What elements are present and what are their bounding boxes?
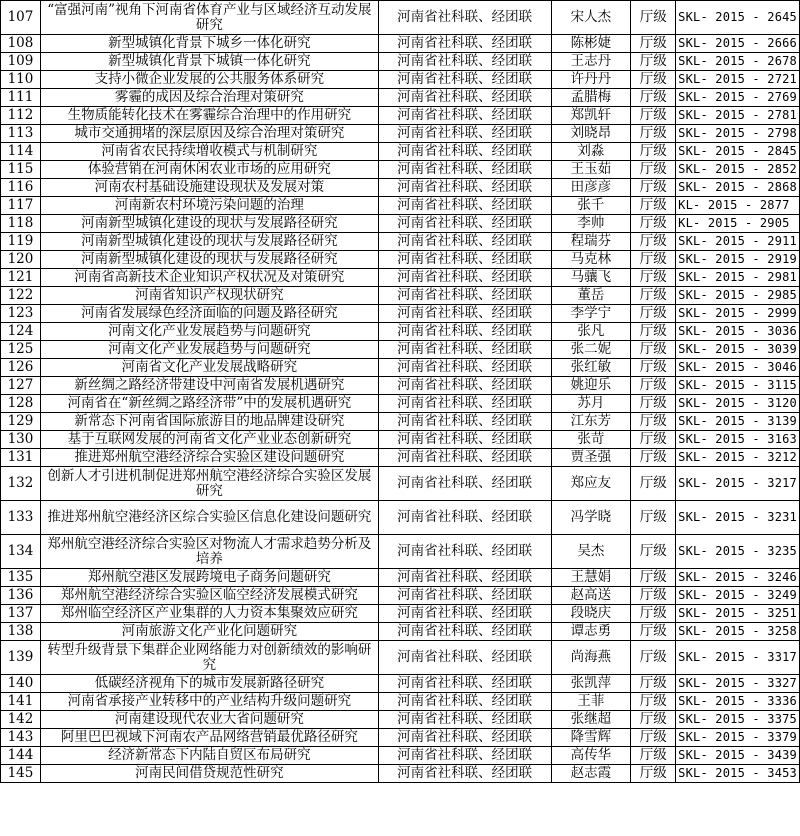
project-title: 郑州航空港经济综合实验区临空经济发展模式研究 — [40, 587, 378, 605]
approving-unit: 河南省社科联、经团联 — [378, 693, 551, 711]
project-title: “富强河南”视角下河南省体育产业与区域经济互动发展研究 — [40, 1, 378, 35]
project-code: SKL- 2015 - 3336 — [676, 693, 800, 711]
project-level: 厅级 — [631, 71, 676, 89]
approving-unit: 河南省社科联、经团联 — [378, 269, 551, 287]
project-title: 郑州航空港经济综合实验区对物流人才需求趋势分析及培养 — [40, 535, 378, 569]
row-number: 108 — [1, 35, 41, 53]
project-title: 阿里巴巴视域下河南农产品网络营销最优路径研究 — [40, 729, 378, 747]
project-title: 体验营销在河南休闲农业市场的应用研究 — [40, 161, 378, 179]
approving-unit: 河南省社科联、经团联 — [378, 711, 551, 729]
approving-unit: 河南省社科联、经团联 — [378, 287, 551, 305]
project-title: 新常态下河南省国际旅游目的地品牌建设研究 — [40, 413, 378, 431]
project-level: 厅级 — [631, 287, 676, 305]
approving-unit: 河南省社科联、经团联 — [378, 413, 551, 431]
project-code: SKL- 2015 - 3249 — [676, 587, 800, 605]
project-level: 厅级 — [631, 233, 676, 251]
project-code: SKL- 2015 - 2678 — [676, 53, 800, 71]
approving-unit: 河南省社科联、经团联 — [378, 675, 551, 693]
researcher-name: 苏月 — [551, 395, 631, 413]
project-code: KL- 2015 - 2877 — [676, 197, 800, 215]
table-row — [1, 395, 800, 413]
row-number: 117 — [1, 197, 41, 215]
row-number: 143 — [1, 729, 41, 747]
project-code: SKL- 2015 - 2852 — [676, 161, 800, 179]
project-title: 河南文化产业发展趋势与问题研究 — [40, 341, 378, 359]
project-level: 厅级 — [631, 623, 676, 641]
researcher-name: 张千 — [551, 197, 631, 215]
project-title: 生物质能转化技术在雾霾综合治理中的作用研究 — [40, 107, 378, 125]
researcher-name: 张红敏 — [551, 359, 631, 377]
project-level: 厅级 — [631, 587, 676, 605]
project-level: 厅级 — [631, 729, 676, 747]
researcher-name: 刘淼 — [551, 143, 631, 161]
project-level: 厅级 — [631, 251, 676, 269]
row-number: 134 — [1, 535, 41, 569]
table-row — [1, 1, 800, 35]
table-row — [1, 467, 800, 501]
project-title: 河南新型城镇化建设的现状与发展路径研究 — [40, 251, 378, 269]
table-row — [1, 89, 800, 107]
researcher-name: 张苛 — [551, 431, 631, 449]
project-title: 新型城镇化背景下城乡一体化研究 — [40, 35, 378, 53]
project-level: 厅级 — [631, 161, 676, 179]
researcher-name: 张凡 — [551, 323, 631, 341]
project-title: 河南省发展绿色经济面临的问题及路径研究 — [40, 305, 378, 323]
project-code: KL- 2015 - 2905 — [676, 215, 800, 233]
row-number: 112 — [1, 107, 41, 125]
row-number: 127 — [1, 377, 41, 395]
project-level: 厅级 — [631, 323, 676, 341]
project-level: 厅级 — [631, 765, 676, 783]
table-row — [1, 269, 800, 287]
project-level: 厅级 — [631, 449, 676, 467]
approving-unit: 河南省社科联、经团联 — [378, 535, 551, 569]
project-code: SKL- 2015 - 3217 — [676, 467, 800, 501]
project-code: SKL- 2015 - 3453 — [676, 765, 800, 783]
approving-unit: 河南省社科联、经团联 — [378, 143, 551, 161]
project-level: 厅级 — [631, 179, 676, 197]
researcher-name: 冯学晓 — [551, 501, 631, 535]
approving-unit: 河南省社科联、经团联 — [378, 501, 551, 535]
researcher-name: 张凯萍 — [551, 675, 631, 693]
project-title: 河南建设现代农业大省问题研究 — [40, 711, 378, 729]
project-code: SKL- 2015 - 2999 — [676, 305, 800, 323]
table-row — [1, 323, 800, 341]
row-number: 122 — [1, 287, 41, 305]
table-row — [1, 431, 800, 449]
researcher-name: 王志丹 — [551, 53, 631, 71]
table-row — [1, 675, 800, 693]
project-title: 河南新农村环境污染问题的治理 — [40, 197, 378, 215]
approving-unit: 河南省社科联、经团联 — [378, 53, 551, 71]
table-row — [1, 179, 800, 197]
approving-unit: 河南省社科联、经团联 — [378, 107, 551, 125]
approving-unit: 河南省社科联、经团联 — [378, 233, 551, 251]
row-number: 142 — [1, 711, 41, 729]
table-row — [1, 71, 800, 89]
project-title: 河南省农民持续增收模式与机制研究 — [40, 143, 378, 161]
project-title: 经济新常态下内陆自贸区布局研究 — [40, 747, 378, 765]
row-number: 123 — [1, 305, 41, 323]
approving-unit: 河南省社科联、经团联 — [378, 1, 551, 35]
table-row — [1, 197, 800, 215]
row-number: 126 — [1, 359, 41, 377]
project-title: 低碳经济视角下的城市发展新路径研究 — [40, 675, 378, 693]
project-code: SKL- 2015 - 3120 — [676, 395, 800, 413]
project-code: SKL- 2015 - 3231 — [676, 501, 800, 535]
project-code: SKL- 2015 - 2721 — [676, 71, 800, 89]
approving-unit: 河南省社科联、经团联 — [378, 641, 551, 675]
project-code: SKL- 2015 - 3163 — [676, 431, 800, 449]
row-number: 129 — [1, 413, 41, 431]
project-level: 厅级 — [631, 215, 676, 233]
researcher-name: 孟腊梅 — [551, 89, 631, 107]
row-number: 110 — [1, 71, 41, 89]
row-number: 116 — [1, 179, 41, 197]
researcher-name: 郑应友 — [551, 467, 631, 501]
table-row — [1, 569, 800, 587]
approving-unit: 河南省社科联、经团联 — [378, 569, 551, 587]
researcher-name: 姚迎乐 — [551, 377, 631, 395]
project-code: SKL- 2015 - 3115 — [676, 377, 800, 395]
project-code: SKL- 2015 - 3246 — [676, 569, 800, 587]
project-code: SKL- 2015 - 3212 — [676, 449, 800, 467]
project-title: 河南新型城镇化建设的现状与发展路径研究 — [40, 233, 378, 251]
project-level: 厅级 — [631, 377, 676, 395]
project-code: SKL- 2015 - 3317 — [676, 641, 800, 675]
table-row — [1, 641, 800, 675]
table-row — [1, 143, 800, 161]
researcher-name: 李帅 — [551, 215, 631, 233]
researcher-name: 许丹丹 — [551, 71, 631, 89]
project-level: 厅级 — [631, 89, 676, 107]
approving-unit: 河南省社科联、经团联 — [378, 431, 551, 449]
project-level: 厅级 — [631, 53, 676, 71]
researcher-name: 王玉茹 — [551, 161, 631, 179]
project-title: 郑州航空港区发展跨境电子商务问题研究 — [40, 569, 378, 587]
project-level: 厅级 — [631, 605, 676, 623]
row-number: 111 — [1, 89, 41, 107]
researcher-name: 董岳 — [551, 287, 631, 305]
project-code: SKL- 2015 - 2645 — [676, 1, 800, 35]
approving-unit: 河南省社科联、经团联 — [378, 587, 551, 605]
approving-unit: 河南省社科联、经团联 — [378, 35, 551, 53]
project-level: 厅级 — [631, 395, 676, 413]
project-code: SKL- 2015 - 3139 — [676, 413, 800, 431]
row-number: 139 — [1, 641, 41, 675]
project-title: 转型升级背景下集群企业网络能力对创新绩效的影响研究 — [40, 641, 378, 675]
project-title: 雾霾的成因及综合治理对策研究 — [40, 89, 378, 107]
table-row — [1, 53, 800, 71]
table-row — [1, 587, 800, 605]
project-title: 推进郑州航空港经济区综合实验区信息化建设问题研究 — [40, 501, 378, 535]
table-row — [1, 359, 800, 377]
approving-unit: 河南省社科联、经团联 — [378, 765, 551, 783]
table-row — [1, 251, 800, 269]
researcher-name: 王慧娟 — [551, 569, 631, 587]
table-row — [1, 449, 800, 467]
table-row — [1, 377, 800, 395]
researcher-name: 马克林 — [551, 251, 631, 269]
approving-unit: 河南省社科联、经团联 — [378, 623, 551, 641]
table-row — [1, 765, 800, 783]
project-title: 河南农村基础设施建设现状及发展对策 — [40, 179, 378, 197]
approving-unit: 河南省社科联、经团联 — [378, 729, 551, 747]
project-code: SKL- 2015 - 2911 — [676, 233, 800, 251]
project-level: 厅级 — [631, 305, 676, 323]
table-row — [1, 729, 800, 747]
approving-unit: 河南省社科联、经团联 — [378, 359, 551, 377]
researcher-name: 尚海燕 — [551, 641, 631, 675]
project-level: 厅级 — [631, 107, 676, 125]
researcher-name: 郑凯轩 — [551, 107, 631, 125]
project-level: 厅级 — [631, 501, 676, 535]
approving-unit: 河南省社科联、经团联 — [378, 395, 551, 413]
approving-unit: 河南省社科联、经团联 — [378, 449, 551, 467]
project-title: 河南文化产业发展趋势与问题研究 — [40, 323, 378, 341]
researcher-name: 宋人杰 — [551, 1, 631, 35]
project-title: 河南省文化产业发展战略研究 — [40, 359, 378, 377]
row-number: 118 — [1, 215, 41, 233]
project-level: 厅级 — [631, 431, 676, 449]
researcher-name: 李学宁 — [551, 305, 631, 323]
table-row — [1, 413, 800, 431]
project-title: 河南省高新技术企业知识产权状况及对策研究 — [40, 269, 378, 287]
project-title: 创新人才引进机制促进郑州航空港经济综合实验区发展研究 — [40, 467, 378, 501]
table-row — [1, 535, 800, 569]
row-number: 114 — [1, 143, 41, 161]
project-code: SKL- 2015 - 3251 — [676, 605, 800, 623]
project-level: 厅级 — [631, 711, 676, 729]
row-number: 135 — [1, 569, 41, 587]
approving-unit: 河南省社科联、经团联 — [378, 215, 551, 233]
project-title: 河南省承接产业转移中的产业结构升级问题研究 — [40, 693, 378, 711]
row-number: 136 — [1, 587, 41, 605]
table-body — [1, 1, 800, 783]
project-level: 厅级 — [631, 569, 676, 587]
table-row — [1, 623, 800, 641]
approving-unit: 河南省社科联、经团联 — [378, 323, 551, 341]
researcher-name: 张继超 — [551, 711, 631, 729]
researcher-name: 田彦彦 — [551, 179, 631, 197]
project-title: 推进郑州航空港经济综合实验区建设问题研究 — [40, 449, 378, 467]
approving-unit: 河南省社科联、经团联 — [378, 125, 551, 143]
project-code: SKL- 2015 - 2985 — [676, 287, 800, 305]
row-number: 145 — [1, 765, 41, 783]
project-level: 厅级 — [631, 341, 676, 359]
project-level: 厅级 — [631, 35, 676, 53]
project-code: SKL- 2015 - 2781 — [676, 107, 800, 125]
researcher-name: 刘晓昂 — [551, 125, 631, 143]
project-level: 厅级 — [631, 359, 676, 377]
table-row — [1, 605, 800, 623]
project-title: 新丝绸之路经济带建设中河南省发展机遇研究 — [40, 377, 378, 395]
project-code: SKL- 2015 - 3327 — [676, 675, 800, 693]
researcher-name: 王菲 — [551, 693, 631, 711]
approving-unit: 河南省社科联、经团联 — [378, 377, 551, 395]
row-number: 131 — [1, 449, 41, 467]
approving-unit: 河南省社科联、经团联 — [378, 341, 551, 359]
row-number: 115 — [1, 161, 41, 179]
project-code: SKL- 2015 - 3439 — [676, 747, 800, 765]
project-code: SKL- 2015 - 2769 — [676, 89, 800, 107]
project-level: 厅级 — [631, 535, 676, 569]
row-number: 125 — [1, 341, 41, 359]
table-row — [1, 215, 800, 233]
project-code: SKL- 2015 - 2919 — [676, 251, 800, 269]
row-number: 124 — [1, 323, 41, 341]
row-number: 128 — [1, 395, 41, 413]
approving-unit: 河南省社科联、经团联 — [378, 179, 551, 197]
project-level: 厅级 — [631, 675, 676, 693]
researcher-name: 江东芳 — [551, 413, 631, 431]
project-level: 厅级 — [631, 467, 676, 501]
approving-unit: 河南省社科联、经团联 — [378, 305, 551, 323]
project-code: SKL- 2015 - 2981 — [676, 269, 800, 287]
row-number: 137 — [1, 605, 41, 623]
table-row — [1, 125, 800, 143]
row-number: 121 — [1, 269, 41, 287]
project-code: SKL- 2015 - 2868 — [676, 179, 800, 197]
project-title: 河南省在“新丝绸之路经济带”中的发展机遇研究 — [40, 395, 378, 413]
project-level: 厅级 — [631, 269, 676, 287]
project-code: SKL- 2015 - 2666 — [676, 35, 800, 53]
row-number: 140 — [1, 675, 41, 693]
researcher-name: 程瑞芬 — [551, 233, 631, 251]
approving-unit: 河南省社科联、经团联 — [378, 89, 551, 107]
project-title: 支持小微企业发展的公共服务体系研究 — [40, 71, 378, 89]
researcher-name: 赵高送 — [551, 587, 631, 605]
row-number: 113 — [1, 125, 41, 143]
project-title: 郑州临空经济区产业集群的人力资本集聚效应研究 — [40, 605, 378, 623]
approving-unit: 河南省社科联、经团联 — [378, 251, 551, 269]
project-level: 厅级 — [631, 413, 676, 431]
table-row — [1, 161, 800, 179]
project-title: 城市交通拥堵的深层原因及综合治理对策研究 — [40, 125, 378, 143]
row-number: 130 — [1, 431, 41, 449]
researcher-name: 吴杰 — [551, 535, 631, 569]
researcher-name: 段晓庆 — [551, 605, 631, 623]
researcher-name: 赵志霞 — [551, 765, 631, 783]
project-code: SKL- 2015 - 3036 — [676, 323, 800, 341]
project-title: 河南省知识产权现状研究 — [40, 287, 378, 305]
table-row — [1, 233, 800, 251]
project-code: SKL- 2015 - 3375 — [676, 711, 800, 729]
project-title: 河南旅游文化产业化问题研究 — [40, 623, 378, 641]
approving-unit: 河南省社科联、经团联 — [378, 467, 551, 501]
project-level: 厅级 — [631, 1, 676, 35]
table-row — [1, 341, 800, 359]
row-number: 132 — [1, 467, 41, 501]
project-code: SKL- 2015 - 3258 — [676, 623, 800, 641]
project-title: 新型城镇化背景下城镇一体化研究 — [40, 53, 378, 71]
researcher-name: 降雪辉 — [551, 729, 631, 747]
row-number: 133 — [1, 501, 41, 535]
approving-unit: 河南省社科联、经团联 — [378, 747, 551, 765]
project-level: 厅级 — [631, 693, 676, 711]
project-level: 厅级 — [631, 747, 676, 765]
table-row — [1, 747, 800, 765]
researcher-name: 马骧飞 — [551, 269, 631, 287]
project-title: 河南民间借贷规范性研究 — [40, 765, 378, 783]
table-row — [1, 711, 800, 729]
researcher-name: 张二妮 — [551, 341, 631, 359]
project-level: 厅级 — [631, 641, 676, 675]
project-code: SKL- 2015 - 3039 — [676, 341, 800, 359]
project-code: SKL- 2015 - 2798 — [676, 125, 800, 143]
table-row — [1, 501, 800, 535]
researcher-name: 谭志勇 — [551, 623, 631, 641]
table-row — [1, 107, 800, 125]
row-number: 138 — [1, 623, 41, 641]
project-title: 基于互联网发展的河南省文化产业业态创新研究 — [40, 431, 378, 449]
row-number: 109 — [1, 53, 41, 71]
researcher-name: 贾圣强 — [551, 449, 631, 467]
row-number: 107 — [1, 1, 41, 35]
row-number: 120 — [1, 251, 41, 269]
researcher-name: 高传华 — [551, 747, 631, 765]
row-number: 119 — [1, 233, 41, 251]
approving-unit: 河南省社科联、经团联 — [378, 197, 551, 215]
approving-unit: 河南省社科联、经团联 — [378, 161, 551, 179]
approving-unit: 河南省社科联、经团联 — [378, 605, 551, 623]
project-level: 厅级 — [631, 197, 676, 215]
table-row — [1, 35, 800, 53]
project-code: SKL- 2015 - 2845 — [676, 143, 800, 161]
table-row — [1, 693, 800, 711]
project-code: SKL- 2015 - 3379 — [676, 729, 800, 747]
project-code: SKL- 2015 - 3235 — [676, 535, 800, 569]
approving-unit: 河南省社科联、经团联 — [378, 71, 551, 89]
project-title: 河南新型城镇化建设的现状与发展路径研究 — [40, 215, 378, 233]
table-row — [1, 305, 800, 323]
researcher-name: 陈彬婕 — [551, 35, 631, 53]
project-level: 厅级 — [631, 125, 676, 143]
project-level: 厅级 — [631, 143, 676, 161]
table-row — [1, 287, 800, 305]
row-number: 141 — [1, 693, 41, 711]
project-code: SKL- 2015 - 3046 — [676, 359, 800, 377]
row-number: 144 — [1, 747, 41, 765]
